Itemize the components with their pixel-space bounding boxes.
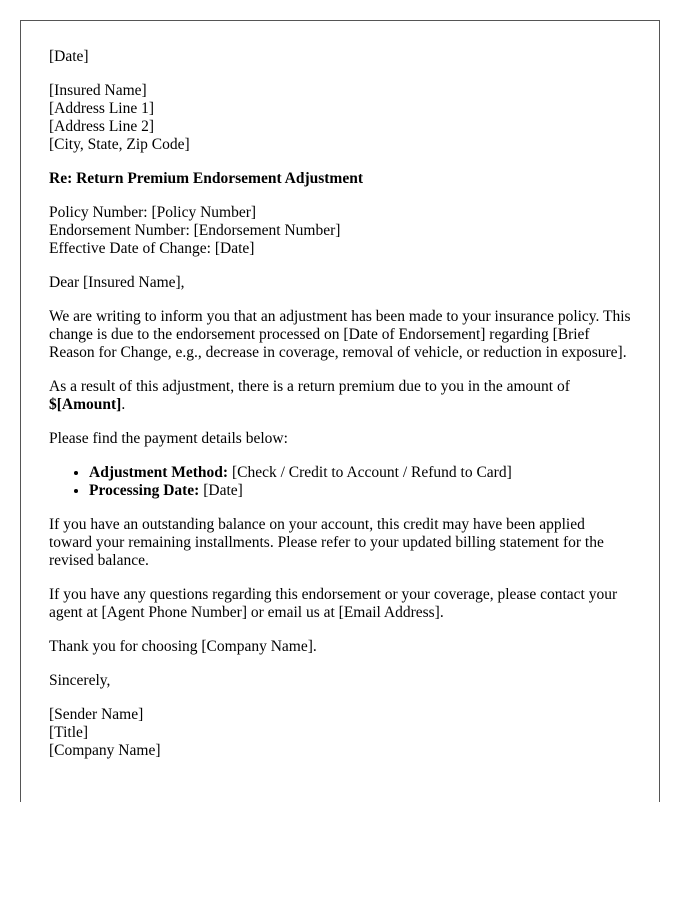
return-premium-period: . xyxy=(121,396,126,413)
body-paragraph-6: Thank you for choosing [Company Name]. xyxy=(49,638,317,655)
sender-title: [Title] xyxy=(49,724,89,741)
body-paragraph-3: Please find the payment details below: xyxy=(49,430,288,447)
adjustment-method-label: Adjustment Method: xyxy=(89,464,229,481)
processing-date-value: [Date] xyxy=(199,482,243,499)
recipient-city-state-zip: [City, State, Zip Code] xyxy=(49,136,190,153)
recipient-name: [Insured Name] xyxy=(49,82,147,99)
salutation: Dear [Insured Name], xyxy=(49,274,185,291)
body-paragraph-5: If you have any questions regarding this endorsement or your coverage, please contact your agent at [Agent Phone Number] or email us at [Email Address]. xyxy=(49,586,618,621)
recipient-address xyxy=(49,82,631,154)
policy-number: Policy Number: [Policy Number] xyxy=(49,204,257,221)
effective-date: Effective Date of Change: [Date] xyxy=(49,240,255,257)
letter-date: [Date] xyxy=(49,48,89,65)
letter-subject: Re: Return Premium Endorsement Adjustment xyxy=(49,170,363,187)
recipient-address-line-2: [Address Line 2] xyxy=(49,118,155,135)
payment-details-list xyxy=(49,464,631,500)
signature-block xyxy=(49,706,631,760)
list-item xyxy=(89,464,631,482)
list-item xyxy=(89,482,631,500)
sender-name: [Sender Name] xyxy=(49,706,144,723)
return-premium-text: As a result of this adjustment, there is a return premium due to you in the amount of xyxy=(49,378,570,395)
return-premium-amount: $[Amount] xyxy=(49,396,122,413)
body-paragraph-1: We are writing to inform you that an adjustment has been made to your insurance policy. This change is due to the endorsement processed on [Date of Endorsement] regarding [Brief Reason for Change, e.g., decrease in coverage, removal of vehicle, or reduction in exposure]. xyxy=(49,308,631,361)
closing: Sincerely, xyxy=(49,672,111,689)
adjustment-method-value: [Check / Credit to Account / Refund to Card] xyxy=(228,464,512,481)
recipient-address-line-1: [Address Line 1] xyxy=(49,100,155,117)
sender-company: [Company Name] xyxy=(49,742,161,759)
body-paragraph-4: If you have an outstanding balance on your account, this credit may have been applied toward your remaining installments. Please refer to your updated billing statement for the revised balance. xyxy=(49,516,604,569)
letter-page xyxy=(20,20,660,802)
endorsement-number: Endorsement Number: [Endorsement Number] xyxy=(49,222,341,239)
body-paragraph-2 xyxy=(49,378,631,414)
policy-info xyxy=(49,204,631,258)
processing-date-label: Processing Date: xyxy=(89,482,200,499)
